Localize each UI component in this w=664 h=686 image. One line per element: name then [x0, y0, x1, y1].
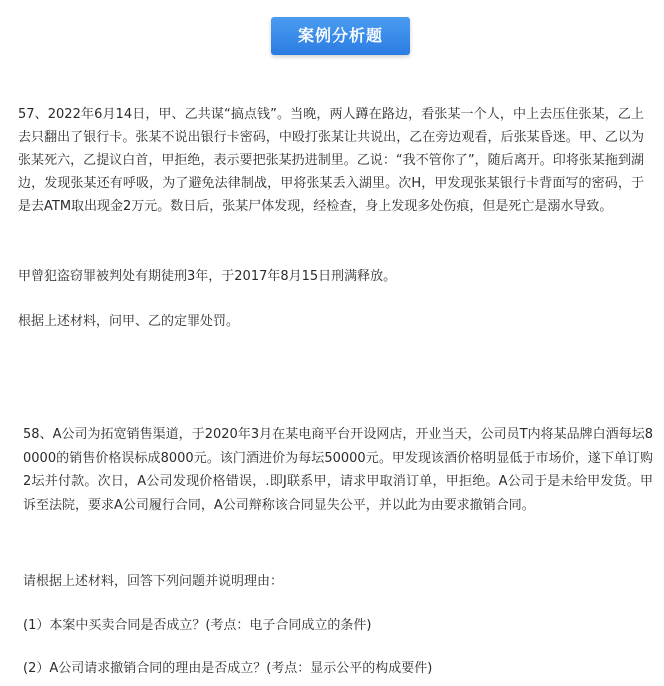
case-57-note: 甲曾犯盗窃罪被判处有期徒刑3年，于2017年8月15日刑满释放。 [18, 269, 397, 284]
case-58-body: 58、A公司为拓宽销售渠道，于2020年3月在某电商平台开设网店，开业当天，公司员T内将某品牌白酒每坛80000的销售价格误标成8000元。该门酒进价为每坛50000元。甲发现该酒价格明显低于市场价，遂下单订购2坛并付款。次日，A公司发现价格错误，.即J联系甲，请求甲取消订单，甲拒绝。A公司于是未给甲发货。甲诉至法院，要求A公司履行合同，A公司辩称该合同显失公平，并以此为由要求撤销合同。 [23, 427, 653, 513]
case-57-body: 57、2022年6月14日，甲、乙共谋“搞点钱”。当晚，两人蹲在路边，看张某一个人，中上去压住张某，乙上去只翻出了银行卡。张某不说出银行卡密码，中殴打张某让共说出，乙在旁边观看，后张某昏迷。甲、乙以为张某死六，乙提议白首，甲拒绝，表示要把张某扔进制里。乙说：“我不管你了”，随后离开。印将张某拖到湖边，发现张某还有呼吸，为了避免法律制战，甲将张某丢入湖里。次H，甲发现张某银行卡背面写的密码，于是去ATM取出现金2万元。数日后，张某尸体发现，经检查，身上发现多处伤痕，但是死亡是溺水导致。 [18, 107, 644, 214]
case-57-question: 根据上述材料，问甲、乙的定罪处罚。 [18, 314, 240, 329]
case-58-question-1: (1）本案中买卖合同是否成立？(考点：电子合同成立的条件) [23, 618, 372, 633]
case-58-intro: 请根据上述材料，回答下列问题并说明理由： [23, 574, 284, 589]
case-58-question-2: (2）A公司请求撤销合同的理由是否成立？(考点：显示公平的构成要件) [23, 661, 433, 676]
section-title-badge: 案例分析题 [271, 17, 410, 55]
